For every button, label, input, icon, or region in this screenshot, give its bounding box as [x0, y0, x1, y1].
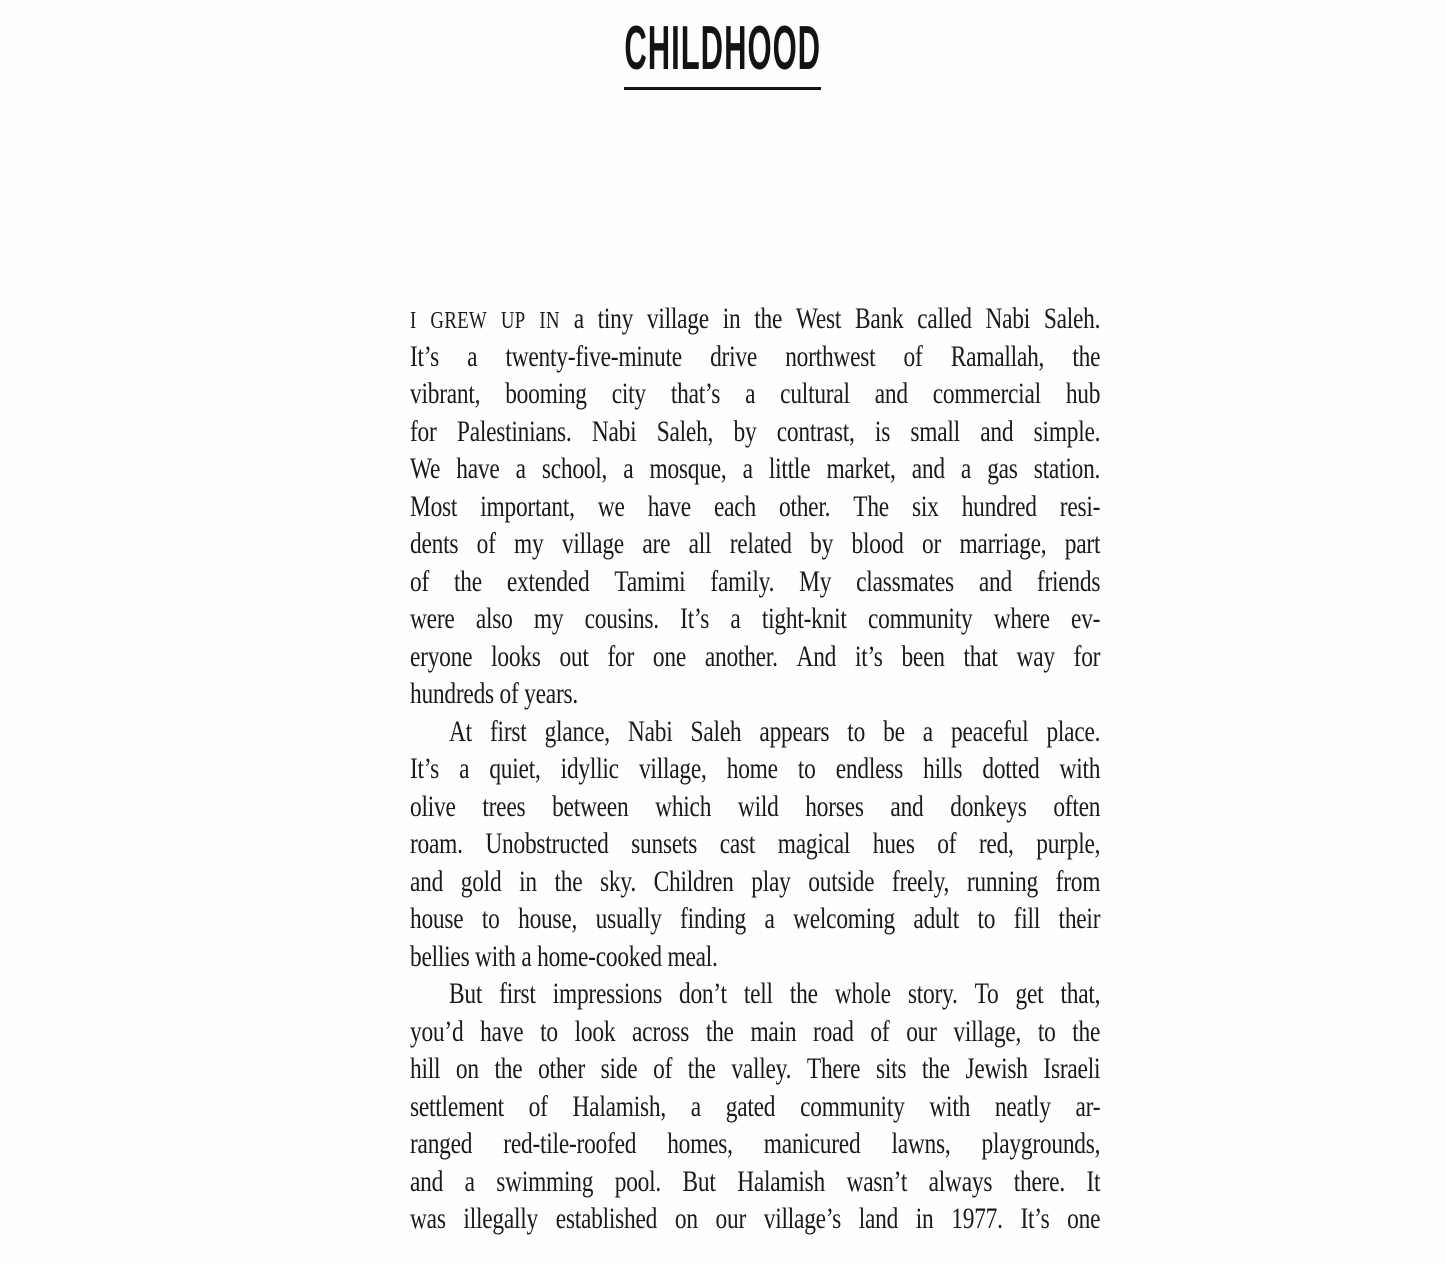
word: Children [653, 864, 734, 898]
word: market, [826, 452, 896, 485]
word: homes, [667, 1127, 733, 1160]
text-line: bellies with a home-cooked meal. [410, 939, 718, 973]
word: tight-knit [761, 602, 847, 635]
word: friends [1036, 564, 1101, 598]
text-line [410, 413, 1100, 451]
word: another. [704, 639, 778, 673]
word: the [453, 564, 482, 598]
word: My [799, 564, 832, 598]
word: on [455, 1052, 479, 1085]
text-line [410, 638, 1100, 676]
word: wild [737, 789, 779, 823]
word: red, [978, 827, 1014, 860]
word: extended [506, 564, 590, 598]
text-line [410, 1088, 1100, 1126]
word: home [726, 752, 778, 785]
word: a [573, 302, 584, 335]
word: that, [1060, 977, 1101, 1010]
word: a [690, 1089, 701, 1123]
word: Halamish, [572, 1089, 666, 1123]
word: little [768, 452, 811, 485]
word: ar- [1075, 1089, 1101, 1123]
word: quiet, [489, 752, 541, 785]
word: have [647, 489, 691, 523]
word: The [853, 489, 889, 523]
word: in [519, 864, 537, 898]
word: for [410, 414, 437, 448]
word: established [555, 1202, 658, 1235]
word: cast [719, 827, 756, 860]
word: roam. [410, 827, 463, 860]
word: my [514, 527, 544, 560]
word: to [977, 902, 996, 935]
small-caps-word: GREW [430, 308, 488, 334]
word: first [499, 977, 536, 1010]
word: Nabi [985, 302, 1031, 335]
word: and [410, 864, 444, 898]
word: It’s [410, 339, 439, 373]
word: have [456, 452, 500, 485]
text-line [410, 1013, 1100, 1051]
word: Israeli [1043, 1052, 1101, 1085]
word: Saleh, [656, 414, 714, 448]
word: magical [777, 827, 851, 860]
word: simple. [1033, 414, 1101, 448]
word: impressions [552, 977, 662, 1010]
word: we [597, 489, 625, 523]
word: a [464, 1164, 475, 1198]
word: a [960, 452, 972, 485]
word: main [750, 1014, 797, 1048]
word: valley. [731, 1052, 792, 1085]
text-line [410, 1200, 1100, 1238]
word: way [1016, 639, 1055, 673]
word: cousins. [584, 602, 659, 635]
word: always [928, 1164, 993, 1198]
text-line [410, 488, 1100, 526]
word: for [607, 639, 635, 673]
word: And [796, 639, 837, 673]
word: a [764, 902, 775, 935]
word: to [847, 714, 866, 748]
word: blood [851, 527, 904, 560]
word: glance, [544, 714, 610, 748]
word: eryone [410, 639, 473, 673]
text-line [410, 600, 1100, 638]
word: It’s [410, 752, 439, 785]
word: of [937, 827, 957, 860]
word: been [901, 639, 945, 673]
word: with [929, 1089, 971, 1123]
word: booming [505, 377, 587, 410]
word: one [652, 639, 687, 673]
word: to [540, 1014, 558, 1048]
word: the [687, 1052, 716, 1085]
word: a [730, 602, 741, 635]
word: side [600, 1052, 638, 1085]
word: you’d [410, 1014, 464, 1048]
word: To [974, 977, 999, 1010]
word: was [410, 1202, 446, 1235]
word: There [806, 1052, 861, 1085]
word: gated [725, 1089, 776, 1123]
word: of [653, 1052, 673, 1085]
word: and [911, 452, 945, 485]
word: sits [875, 1052, 907, 1085]
word: usually [595, 902, 662, 935]
word: called [917, 302, 972, 335]
word: tell [743, 977, 773, 1010]
chapter-title: CHILDHOOD [624, 14, 821, 83]
word: family. [710, 564, 775, 598]
word: also [475, 602, 513, 635]
word: whole [834, 977, 891, 1010]
text-line: hundreds of years. [410, 677, 578, 710]
word: place. [1046, 714, 1101, 748]
word: appears [759, 714, 830, 748]
body-text [410, 300, 1100, 1238]
word: community [867, 602, 973, 635]
word: all [688, 527, 712, 560]
word: from [1055, 864, 1101, 898]
word: out [559, 639, 589, 673]
word: of [870, 1014, 890, 1048]
text-line [410, 788, 1100, 826]
word: a [745, 377, 756, 410]
word: city [611, 377, 646, 410]
word: and [890, 789, 924, 823]
word: other [538, 1052, 586, 1085]
word: village’s [763, 1202, 841, 1235]
word: red-tile-roofed [503, 1127, 637, 1160]
word: it’s [854, 639, 883, 673]
word: northwest [785, 339, 876, 373]
word: gas [987, 452, 1018, 485]
word: hundred [961, 489, 1037, 523]
word: sky. [600, 864, 636, 898]
word: But [449, 977, 483, 1010]
word: school, [541, 452, 608, 485]
word: part [1064, 527, 1101, 560]
word: to [797, 752, 816, 785]
word: idyllic [560, 752, 619, 785]
word: village, [638, 752, 707, 785]
word: illegally [463, 1202, 539, 1235]
word: the [754, 302, 783, 335]
word: to [1037, 1014, 1056, 1048]
word: West [795, 302, 842, 335]
word: Saleh [690, 714, 742, 748]
word: for [1073, 639, 1101, 673]
word: there. [1013, 1164, 1065, 1198]
word: purple, [1036, 827, 1101, 860]
word: is [874, 414, 891, 448]
word: other. [778, 489, 831, 523]
text-line [410, 713, 1100, 751]
word: donkeys [950, 789, 1027, 823]
word: dotted [982, 752, 1040, 785]
word: in [915, 1202, 934, 1235]
small-caps-word: UP [500, 308, 526, 334]
word: get [1015, 977, 1044, 1010]
word: outside [808, 864, 875, 898]
word: looks [491, 639, 541, 673]
word: first [489, 714, 527, 748]
word: of [528, 1089, 548, 1123]
word: and [978, 564, 1012, 598]
text-line [410, 900, 1100, 938]
word: be [883, 714, 905, 748]
word: finding [680, 902, 746, 935]
word: the [494, 1052, 523, 1085]
word: settlement [410, 1089, 504, 1123]
word: and [980, 414, 1014, 448]
word: Ramallah, [950, 339, 1045, 373]
word: Jewish [965, 1052, 1028, 1085]
word: their [1058, 902, 1101, 935]
chapter-title-underline [624, 87, 821, 90]
text-line [410, 450, 1100, 488]
word: wasn’t [846, 1164, 908, 1198]
word: with [1059, 752, 1101, 785]
word: ev- [1071, 602, 1101, 635]
text-line [410, 1050, 1100, 1088]
text-line [410, 825, 1100, 863]
word: by [733, 414, 757, 448]
word: Nabi [627, 714, 673, 748]
word: the [705, 1014, 734, 1048]
word: running [966, 864, 1038, 898]
word: a [922, 714, 933, 748]
word: It’s [1020, 1202, 1050, 1235]
word: playgrounds, [981, 1127, 1101, 1160]
word: But [682, 1164, 716, 1198]
text-line [410, 338, 1100, 376]
word: are [642, 527, 671, 560]
small-caps-word: IN [539, 308, 560, 334]
word: our [906, 1014, 937, 1048]
word: a [459, 752, 470, 785]
word: in [722, 302, 741, 335]
word: a [623, 452, 634, 485]
word: the [1072, 339, 1101, 373]
word: across [632, 1014, 690, 1048]
word: village, [953, 1014, 1022, 1048]
word: small [910, 414, 960, 448]
word: neatly [994, 1089, 1051, 1123]
word: Palestinians. [456, 414, 572, 448]
word: of [903, 339, 923, 373]
word: the [921, 1052, 950, 1085]
word: ranged [410, 1127, 473, 1160]
word: that [963, 639, 998, 673]
word: peaceful [951, 714, 1029, 748]
word: my [533, 602, 564, 635]
word: resi- [1059, 489, 1101, 523]
word: adult [913, 902, 960, 935]
word: Halamish [737, 1164, 826, 1198]
word: It’s [680, 602, 710, 635]
word: hues [872, 827, 915, 860]
word: one [1067, 1202, 1101, 1235]
chapter-heading [0, 14, 1445, 90]
word: a [515, 452, 526, 485]
word: hub [1065, 377, 1101, 410]
word: look [574, 1014, 616, 1048]
word: classmates [856, 564, 954, 598]
text-line [410, 300, 1100, 338]
word: It [1086, 1164, 1101, 1198]
word: important, [480, 489, 575, 523]
text-line [410, 750, 1100, 788]
word: story. [907, 977, 958, 1010]
word: vibrant, [410, 377, 481, 410]
word: Bank [854, 302, 904, 335]
word: land [858, 1202, 899, 1235]
word: marriage, [959, 527, 1047, 560]
word: twenty-five-minute [505, 339, 682, 373]
word: that’s [670, 377, 721, 410]
word: swimming [496, 1164, 594, 1198]
word: each [713, 489, 756, 523]
word: a [467, 339, 478, 373]
word: tiny [597, 302, 634, 335]
text-line [410, 975, 1100, 1013]
word: endless [835, 752, 903, 785]
word: a [742, 452, 753, 485]
word: to [481, 902, 500, 935]
word: by [810, 527, 834, 560]
word: manicured [763, 1127, 861, 1160]
word: related [729, 527, 792, 560]
word: Most [410, 489, 458, 523]
word: six [912, 489, 939, 523]
word: cultural [780, 377, 850, 410]
word: Saleh. [1043, 302, 1101, 335]
word: 1977. [951, 1202, 1003, 1235]
word: or [922, 527, 942, 560]
word: mosque, [649, 452, 727, 485]
word: community [800, 1089, 905, 1123]
word: the [1072, 1014, 1101, 1048]
word: and [874, 377, 908, 410]
word: At [449, 714, 472, 748]
word: village [561, 527, 624, 560]
word: gold [460, 864, 502, 898]
word: drive [710, 339, 758, 373]
word: on [674, 1202, 698, 1235]
word: between [552, 789, 629, 823]
text-line [410, 1163, 1100, 1201]
word: trees [482, 789, 526, 823]
word: Unobstructed [485, 827, 609, 860]
word: lawns, [891, 1127, 951, 1160]
word: olive [410, 789, 456, 823]
word: the [789, 977, 818, 1010]
word: commercial [932, 377, 1041, 410]
word: the [554, 864, 583, 898]
word: where [993, 602, 1050, 635]
text-line [410, 1125, 1100, 1163]
word: of [410, 564, 430, 598]
word: of [476, 527, 496, 560]
word: pool. [614, 1164, 662, 1198]
word: and [410, 1164, 444, 1198]
word: dents [410, 527, 459, 560]
word: play [751, 864, 791, 898]
word: hill [410, 1052, 441, 1085]
word: which [655, 789, 712, 823]
word: station. [1033, 452, 1101, 485]
word: our [715, 1202, 747, 1235]
word: hills [923, 752, 963, 785]
word: We [410, 452, 441, 485]
word: village [646, 302, 709, 335]
small-caps-word: I [410, 308, 417, 334]
word: road [813, 1014, 854, 1048]
word: have [480, 1014, 524, 1048]
text-line [410, 525, 1100, 563]
word: fill [1013, 902, 1041, 935]
word: welcoming [793, 902, 895, 935]
word: house [410, 902, 464, 935]
word: Tamimi [614, 564, 686, 598]
text-line [410, 563, 1100, 601]
word: sunsets [631, 827, 698, 860]
word: house, [518, 902, 578, 935]
word: contrast, [776, 414, 855, 448]
word: Nabi [591, 414, 637, 448]
text-line [410, 863, 1100, 901]
word: freely, [891, 864, 950, 898]
word: don’t [678, 977, 727, 1010]
word: horses [805, 789, 864, 823]
word: were [410, 602, 455, 635]
word: often [1053, 789, 1101, 823]
text-line [410, 375, 1100, 413]
